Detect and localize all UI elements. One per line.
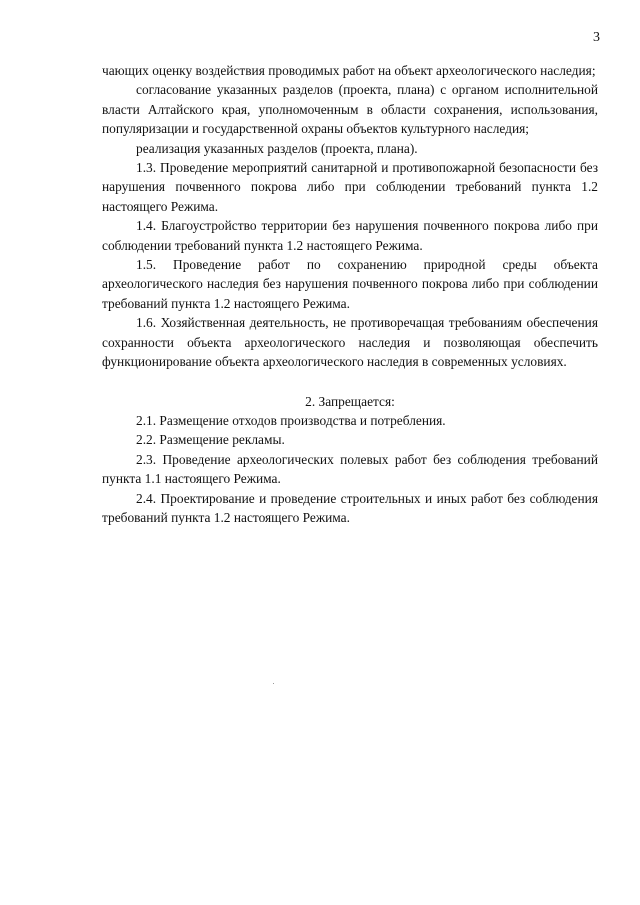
clause-2-2: 2.2. Размещение рекламы. bbox=[136, 432, 285, 448]
clause-1-3: 1.3. Проведение мероприятий санитарной и противопожарной безопасности без нарушения почвенного покрова либо при соблюдении требований пункта 1.2 настоящего Режима. bbox=[102, 160, 598, 214]
section-2-title: 2. Запрещается: bbox=[305, 393, 395, 409]
clause-1-5: 1.5. Проведение работ по сохранению природной среды объекта археологического наследия без нарушения почвенного покрова либо при соблюдении требований пункта 1.2 настоящего Режима. bbox=[102, 257, 598, 311]
document-body bbox=[102, 61, 598, 527]
clause-2-3: 2.3. Проведение археологических полевых работ без соблюдения требований пункта 1.1 настоящего Режима. bbox=[102, 451, 598, 487]
clause-1-4: 1.4. Благоустройство территории без нарушения почвенного покрова либо при соблюдении требований пункта 1.2 настоящего Режима. bbox=[102, 218, 598, 253]
implementation-paragraph: реализация указанных разделов (проекта, плана). bbox=[136, 140, 418, 156]
page-number: 3 bbox=[593, 30, 600, 45]
clause-1-6: 1.6. Хозяйственная деятельность, не противоречащая требованиям обеспечения сохранности объекта археологического наследия и позволяющая обеспечить функционирование объекта археологического наследия в современных условиях. bbox=[102, 315, 598, 370]
clause-2-4: 2.4. Проектирование и проведение строительных и иных работ без соблюдения требований пункта 1.2 настоящего Режима. bbox=[102, 490, 598, 525]
scan-speck bbox=[273, 683, 274, 684]
approval-paragraph: согласование указанных разделов (проекта, плана) с органом исполнительной власти Алтайского края, уполномоченным в области сохранения, использования, популяризации и государственной охраны объектов культурного наследия; bbox=[102, 82, 598, 137]
clause-2-1: 2.1. Размещение отходов производства и потребления. bbox=[136, 412, 446, 428]
continuation-paragraph: чающих оценку воздействия проводимых работ на объект археологического наследия; bbox=[102, 63, 596, 78]
